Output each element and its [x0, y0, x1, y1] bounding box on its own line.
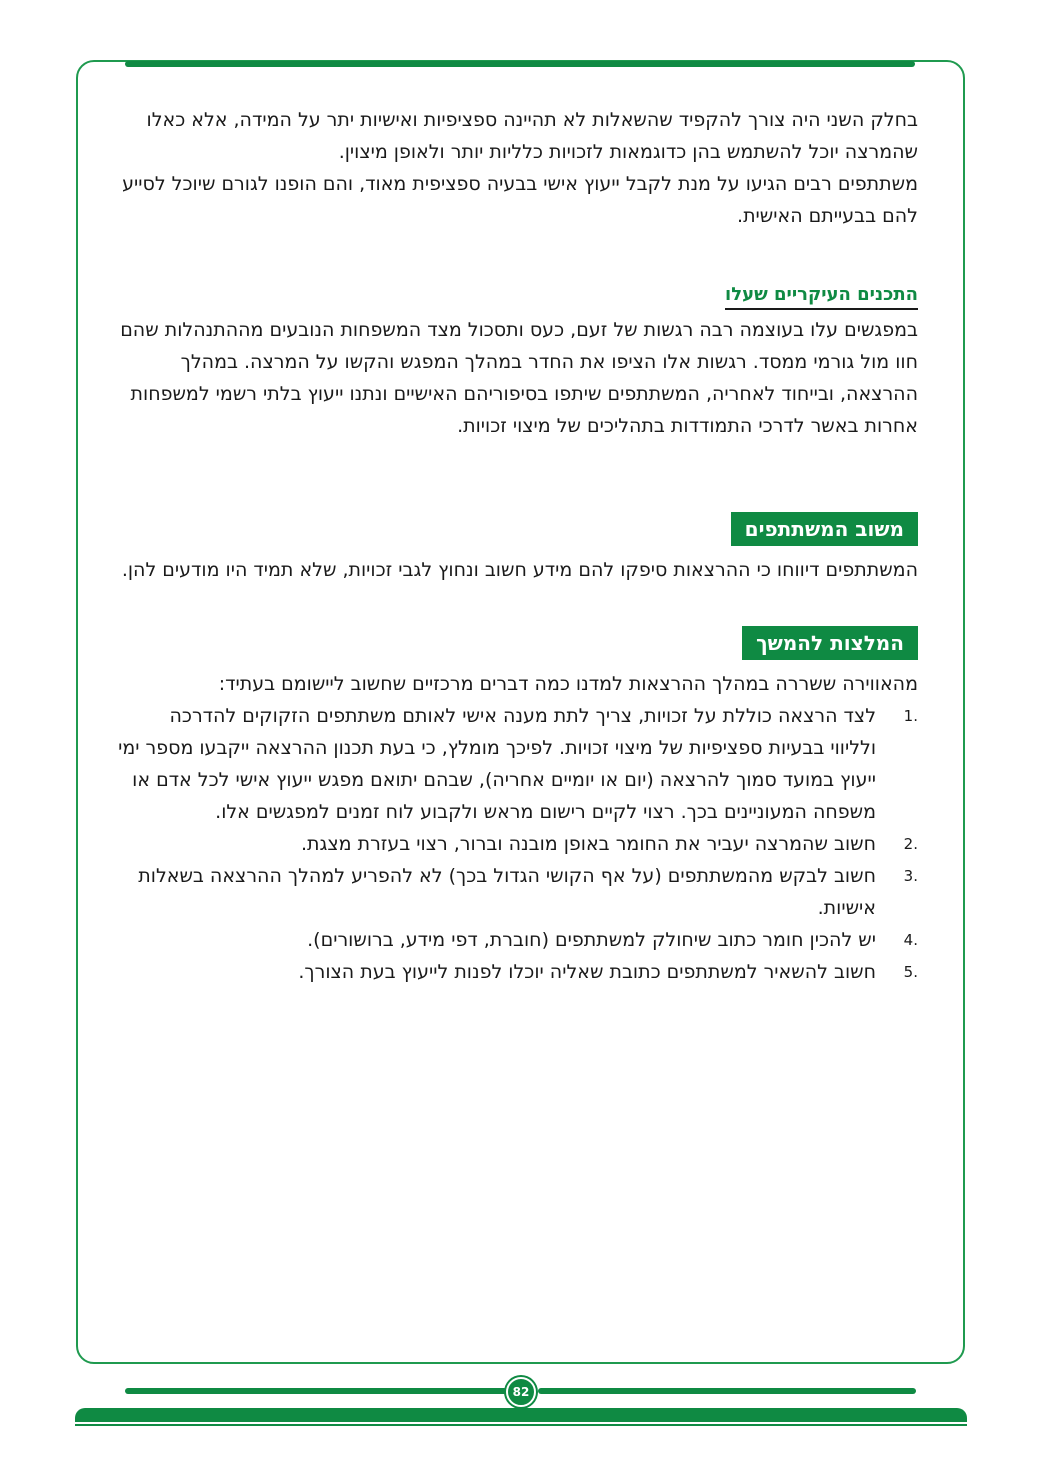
participant-feedback-heading: משוב המשתתפים [731, 512, 918, 546]
recommendations-intro: מהאווירה ששררה במהלך ההרצאות למדנו כמה דברים מרכזיים שחשוב ליישומם בעתיד: [218, 673, 918, 695]
list-item-number: .4 [903, 931, 918, 949]
list-item-text: לצד הרצאה כוללת על זכויות, צריך לתת מענה אישי לאותם משתתפים הזקוקים להדרכה ולליווי בבעיות ספציפיות של מיצוי זכויות. לפיכך מומלץ, כי בעת תכנון ההרצאה ייקבעו מספר ימי ייעוץ במועד סמוך להרצאה (יום או יומיים אחריה), שבהם יתואם מפגש ייעוץ אישי לכל אדם או משפחה המעוניינים בכך. רצוי לקיים רישום מראש ולקבוע לוח זמנים למפגשים אלו. [118, 705, 876, 823]
bottom-rule-right [538, 1388, 916, 1394]
list-item-number: .5 [903, 963, 918, 981]
page-content [118, 104, 918, 988]
list-item-text: יש להכין חומר כתוב שיחולק למשתתפים (חוברת, דפי מידע, ברושורים). [307, 929, 876, 951]
list-item [118, 828, 918, 860]
main-contents-paragraph: במפגשים עלו בעוצמה רבה רגשות של זעם, כעס ותסכול מצד המשפחות הנובעים מההתנהלות שהם חוו מול גורמי ממסד. רגשות אלו הציפו את החדר במהלך המפגש והקשו על המרצה. במהלך ההרצאה, ובייחוד לאחריה, המשתתפים שיתפו בסיפוריהם האישיים ונתנו ייעוץ בלתי רשמי למשפחות אחרות באשר לדרכי התמודדות בתהליכים של מיצוי זכויות. [120, 319, 918, 437]
list-item-text: חשוב להשאיר למשתתפים כתובת שאליה יוכלו לפנות לייעוץ בעת הצורך. [298, 961, 876, 983]
continued-paragraph-2: משתתפים רבים הגיעו על מנת לקבל ייעוץ אישי בבעיה ספציפית מאוד, והם הופנו לגורם שיוכל לסייע להם בבעייתם האישית. [122, 173, 918, 227]
page-number-badge: 82 [506, 1377, 536, 1407]
list-item-number: .1 [903, 707, 918, 725]
list-item [118, 956, 918, 988]
list-item-number: .2 [903, 835, 918, 853]
continued-paragraph-1: בחלק השני היה צורך להקפיד שהשאלות לא תהיינה ספציפיות ואישיות יתר על המידה, אלא כאלו שהמרצה יוכל להשתמש בהן כדוגמאות לזכויות כלליות יותר ולאופן מיצוין. [146, 109, 918, 163]
footer-line [75, 1424, 967, 1426]
list-item-text: חשוב לבקש מהמשתתפים (על אף הקושי הגדול בכך) לא להפריע למהלך ההרצאה בשאלות אישיות. [138, 865, 876, 919]
recommendations-heading: המלצות להמשך [742, 626, 918, 660]
list-item [118, 924, 918, 956]
bottom-rule-left [125, 1388, 507, 1394]
list-item [118, 700, 918, 828]
list-item [118, 860, 918, 924]
top-rule [125, 61, 915, 67]
participant-feedback-paragraph: המשתתפים דיווחו כי ההרצאות סיפקו להם מידע חשוב ונחוץ לגבי זכויות, שלא תמיד היו מודעים להן. [121, 559, 918, 581]
list-item-text: חשוב שהמרצה יעביר את החומר באופן מובנה וברור, רצוי בעזרת מצגת. [301, 833, 876, 855]
recommendations-list [118, 700, 918, 988]
list-item-number: .3 [903, 867, 918, 885]
footer-band [75, 1408, 967, 1422]
main-contents-heading: התכנים העיקריים שעלו [725, 282, 918, 310]
